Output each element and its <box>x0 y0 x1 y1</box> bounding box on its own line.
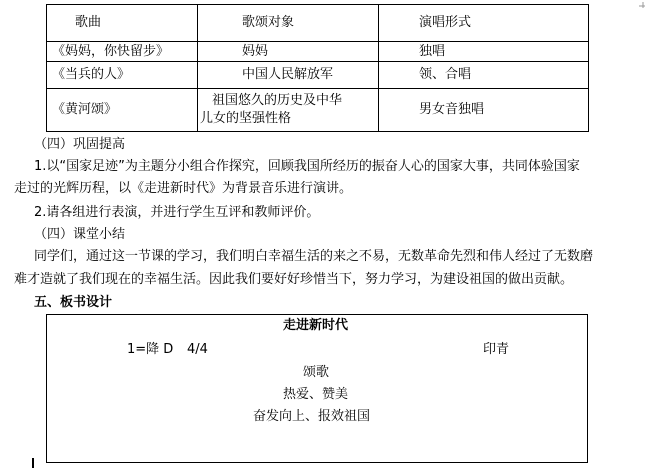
board-line3: 奋发向上、报效祖国 <box>253 409 371 424</box>
item2: 2.请各组进行表演，并进行学生互评和教师评价。 <box>34 205 320 220</box>
cell-subject: 妈妈 <box>198 42 379 62</box>
summary-line1: 同学们，通过这一节课的学习，我们明白幸福生活的来之不易，无数革命先烈和伟人经过了无数磨 <box>34 249 594 264</box>
cell-subject <box>198 89 379 132</box>
cell-song: 《黄河颂》 <box>47 89 198 132</box>
board-line2: 热爱、赞美 <box>283 387 349 402</box>
cell-song: 《妈妈，你快留步》 <box>47 42 198 62</box>
board-line1: 颂歌 <box>303 365 330 380</box>
board-meter: 4/4 <box>187 342 208 357</box>
header-song: 歌曲 <box>47 5 198 42</box>
board-key: 1=降 D <box>127 342 174 357</box>
cell-song: 《当兵的人》 <box>47 62 198 89</box>
board-title: 走进新时代 <box>283 318 349 333</box>
board-design-box <box>46 314 588 463</box>
cell-form: 领、合唱 <box>379 62 589 89</box>
item1-line1: 1.以“国家足迹”为主题分小组合作探究，回顾我国所经历的振奋人心的国家大事，共同体验国家 <box>34 159 580 174</box>
song-table <box>46 4 589 132</box>
table-row <box>47 62 589 89</box>
item1-line2: 走过的光辉历程，以《走进新时代》为背景音乐进行演讲。 <box>14 181 353 196</box>
summary-heading: （四）课堂小结 <box>34 227 126 242</box>
board-heading: 五、板书设计 <box>34 295 113 310</box>
header-subject: 歌颂对象 <box>198 5 379 42</box>
table-row <box>47 89 589 132</box>
cell-subject: 中国人民解放军 <box>198 62 379 89</box>
corner-mark-top-right <box>639 2 645 8</box>
text-cursor <box>32 458 34 468</box>
table-header-row <box>47 5 589 42</box>
cell-form: 独唱 <box>379 42 589 62</box>
board-composer: 印青 <box>483 342 510 357</box>
cell-subject-line1: 祖国悠久的历史及中华 <box>212 93 343 108</box>
summary-line2: 难才造就了我们现在的幸福生活。因此我们要好好珍惜当下，努力学习，为建设祖国的做出贡献。 <box>14 272 574 287</box>
header-form: 演唱形式 <box>379 5 589 42</box>
consolidate-heading: （四）巩固提高 <box>34 137 126 152</box>
cell-form: 男女音独唱 <box>379 89 589 132</box>
cell-subject-line2: 儿女的坚强性格 <box>200 111 292 126</box>
table-row <box>47 42 589 62</box>
